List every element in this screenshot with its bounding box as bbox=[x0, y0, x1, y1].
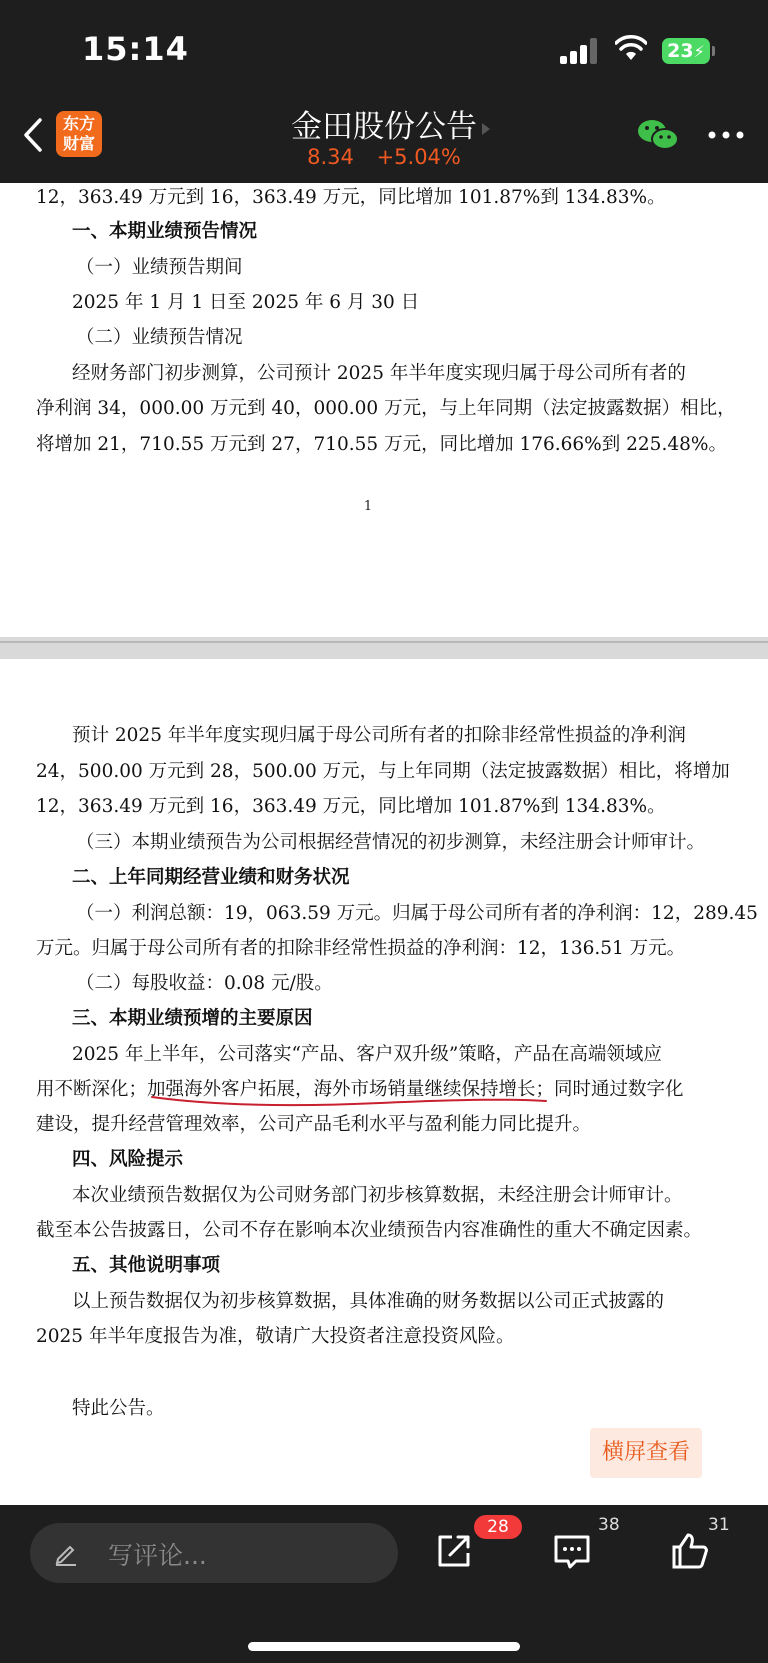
wifi-icon bbox=[615, 34, 647, 62]
home-indicator[interactable] bbox=[248, 1642, 520, 1651]
title-expand-icon[interactable] bbox=[482, 123, 490, 135]
doc-line: 24，500.00 万元到 28，500.00 万元，与上年同期（法定披露数据）相比，将增加 bbox=[36, 761, 730, 782]
stock-change: +5.04% bbox=[376, 145, 461, 169]
landscape-view-button[interactable]: 横屏查看 bbox=[590, 1428, 702, 1478]
doc-line: 预计 2025 年半年度实现归属于母公司所有者的扣除非经常性损益的净利润 bbox=[72, 725, 686, 746]
bottom-action-bar bbox=[0, 1505, 768, 1663]
share-icon[interactable] bbox=[434, 1531, 474, 1571]
comment-icon[interactable] bbox=[552, 1531, 592, 1571]
pen-icon bbox=[52, 1539, 80, 1567]
doc-line: 2025 年 1 月 1 日至 2025 年 6 月 30 日 bbox=[72, 292, 420, 313]
doc-line: 万元。归属于母公司所有者的扣除非经常性损益的净利润：12，136.51 万元。 bbox=[36, 938, 686, 959]
section-heading: 三、本期业绩预增的主要原因 bbox=[72, 1008, 313, 1029]
page-number: 1 bbox=[363, 499, 373, 514]
logo-text-bottom: 财富 bbox=[62, 134, 95, 153]
doc-line: （一）利润总额：19，063.59 万元。归属于母公司所有者的净利润：12，289.45 bbox=[76, 903, 758, 924]
like-count: 31 bbox=[708, 1515, 730, 1535]
section-heading: 一、本期业绩预告情况 bbox=[72, 221, 258, 242]
more-options-icon[interactable] bbox=[706, 125, 750, 145]
doc-line: （二）业绩预告情况 bbox=[76, 327, 243, 348]
doc-line: 12，363.49 万元到 16，363.49 万元，同比增加 101.87%到 134.83%。 bbox=[36, 187, 666, 208]
document-page-2 bbox=[0, 659, 768, 1505]
battery-indicator bbox=[662, 38, 710, 64]
wechat-share-icon[interactable] bbox=[636, 117, 680, 153]
doc-line: 以上预告数据仅为初步核算数据，具体准确的财务数据以公司正式披露的 bbox=[72, 1291, 665, 1312]
doc-line: 特此公告。 bbox=[72, 1398, 165, 1419]
share-count-badge: 28 bbox=[474, 1515, 522, 1539]
like-icon[interactable] bbox=[670, 1531, 710, 1571]
charging-bolt-icon: ⚡ bbox=[693, 42, 705, 61]
comment-placeholder: 写评论... bbox=[108, 1541, 207, 1570]
page-separator-line bbox=[0, 641, 768, 643]
doc-line: （三）本期业绩预告为公司根据经营情况的初步测算，未经注册会计师审计。 bbox=[76, 832, 706, 853]
comment-input[interactable] bbox=[30, 1523, 398, 1583]
battery-tip bbox=[712, 46, 715, 56]
doc-line: 经财务部门初步测算，公司预计 2025 年半年度实现归属于母公司所有者的 bbox=[72, 363, 686, 384]
status-time: 15:14 bbox=[82, 30, 189, 68]
stock-price: 8.34 bbox=[307, 145, 354, 169]
doc-line: 2025 年半年度报告为准，敬请广大投资者注意投资风险。 bbox=[36, 1326, 515, 1347]
cellular-signal-icon bbox=[560, 38, 600, 64]
doc-line: （二）每股收益：0.08 元/股。 bbox=[76, 973, 333, 994]
doc-line: 将增加 21，710.55 万元到 27，710.55 万元，同比增加 176.66%到 225.48%。 bbox=[36, 434, 727, 455]
doc-line: 2025 年上半年，公司落实“产品、客户双升级”策略，产品在高端领域应 bbox=[72, 1044, 662, 1065]
doc-line: 12，363.49 万元到 16，363.49 万元，同比增加 101.87%到 134.83%。 bbox=[36, 796, 666, 817]
doc-line: 用不断深化；加强海外客户拓展，海外市场销量继续保持增长；同时通过数字化 bbox=[36, 1079, 684, 1100]
doc-line: 净利润 34，000.00 万元到 40，000.00 万元，与上年同期（法定披露数据）相比， bbox=[36, 398, 736, 419]
logo-text-top: 东方 bbox=[62, 114, 95, 133]
page-title: 金田股份公告 bbox=[291, 109, 477, 145]
doc-line: （一）业绩预告期间 bbox=[76, 257, 243, 278]
nav-bar bbox=[0, 95, 768, 183]
doc-line: 建设，提升经营管理效率，公司产品毛利水平与盈利能力同比提升。 bbox=[36, 1114, 592, 1135]
battery-level: 23 bbox=[667, 40, 694, 62]
doc-line: 截至本公告披露日，公司不存在影响本次业绩预告内容准确性的重大不确定因素。 bbox=[36, 1220, 703, 1241]
status-bar bbox=[0, 0, 768, 95]
section-heading: 五、其他说明事项 bbox=[72, 1255, 221, 1276]
section-heading: 四、风险提示 bbox=[72, 1149, 184, 1170]
document-page-1 bbox=[0, 183, 768, 637]
doc-line: 本次业绩预告数据仅为公司财务部门初步核算数据，未经注册会计师审计。 bbox=[72, 1185, 683, 1206]
section-heading: 二、上年同期经营业绩和财务状况 bbox=[72, 867, 350, 888]
comment-count: 38 bbox=[598, 1515, 620, 1535]
